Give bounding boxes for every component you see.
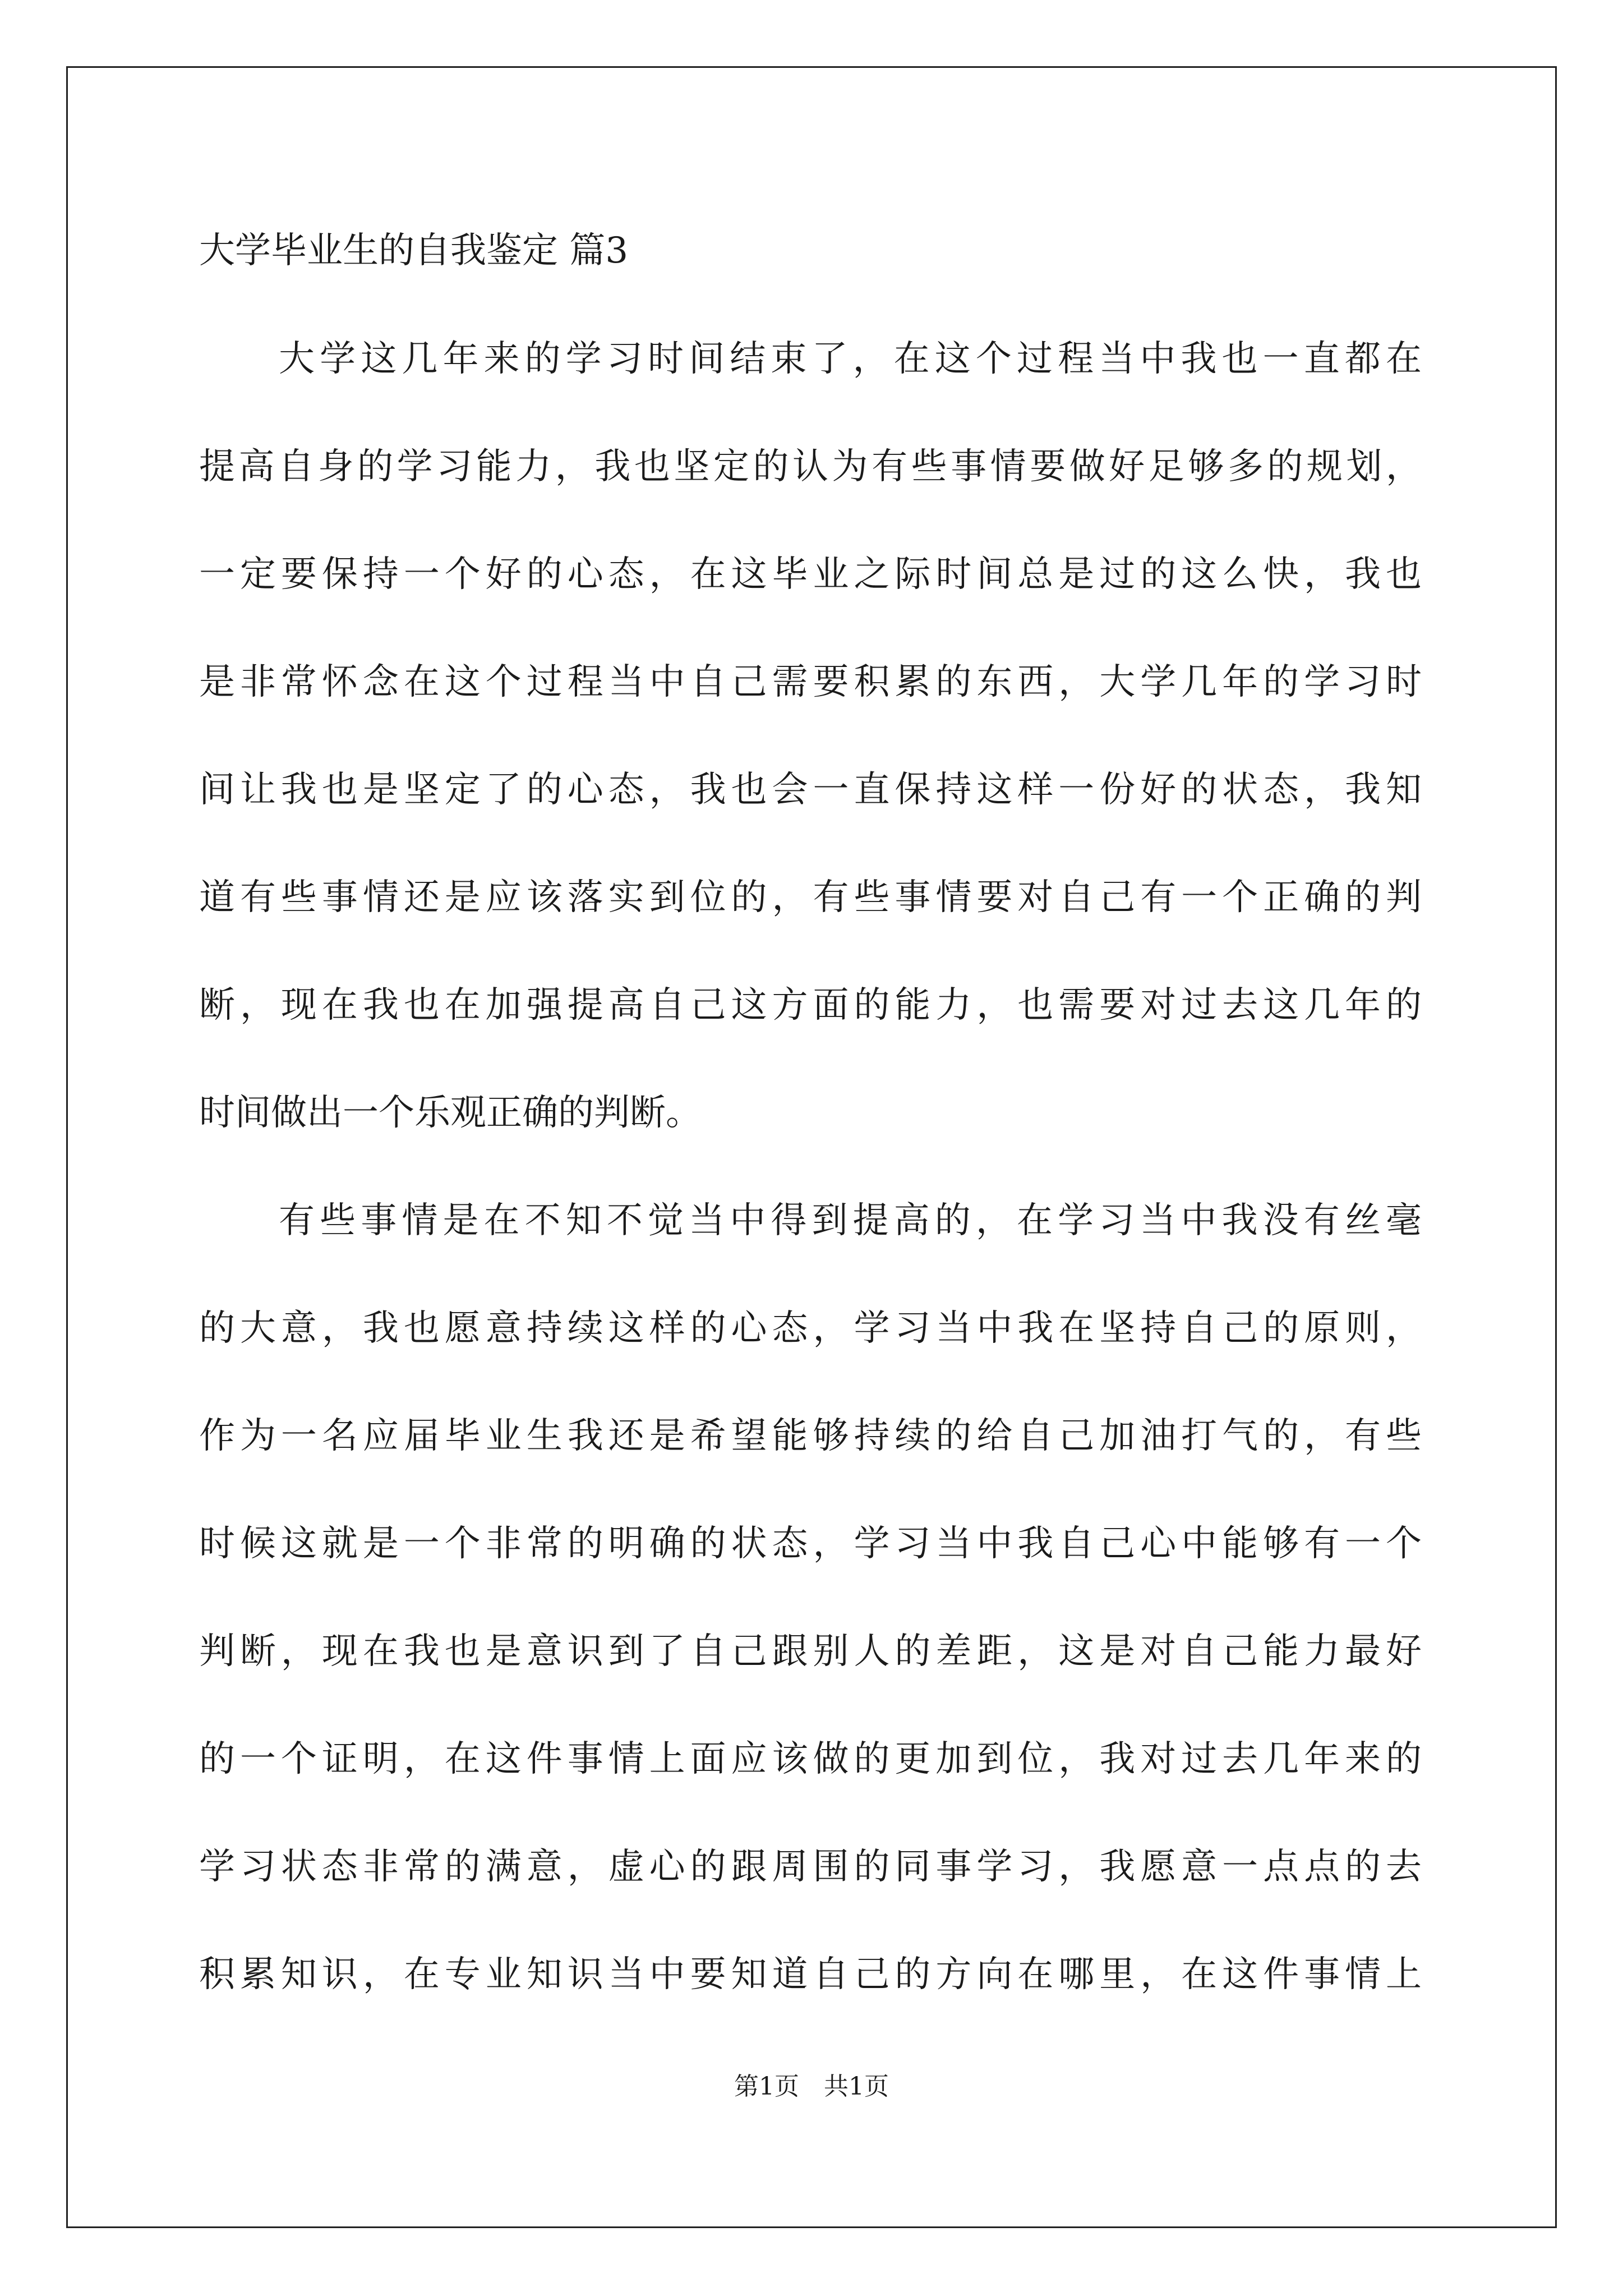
document-body: [199, 325, 1422, 2049]
paragraph-1-line-3: 一定要保持一个好的心态，在这毕业之际时间总是过的这么快，我也: [199, 554, 1422, 595]
paragraph-2-line-5: 判断，现在我也是意识到了自己跟别人的差距，这是对自己能力最好: [199, 1631, 1422, 1672]
paragraph-1-line-5: 间让我也是坚定了的心态，我也会一直保持这样一份好的状态，我知: [199, 769, 1422, 811]
paragraph-2-line-8: 积累知识，在专业知识当中要知道自己的方向在哪里，在这件事情上: [199, 1954, 1422, 1995]
paragraph-2-line-7: 学习状态非常的满意，虚心的跟周围的同事学习，我愿意一点点的去: [199, 1846, 1422, 1888]
page-number-footer: 第1页 共1页: [734, 2072, 889, 2101]
paragraph-1-line-8: 时间做出一个乐观正确的判断。: [199, 1092, 702, 1134]
paragraph-2-line-1: 有些事情是在不知不觉当中得到提高的，在学习当中我没有丝毫: [279, 1200, 1422, 1241]
paragraph-1-line-1: 大学这几年来的学习时间结束了，在这个过程当中我也一直都在: [279, 338, 1422, 380]
paragraph-1-line-7: 断，现在我也在加强提高自己这方面的能力，也需要对过去这几年的: [199, 984, 1422, 1026]
paragraph-1-line-4: 是非常怀念在这个过程当中自己需要积累的东西，大学几年的学习时: [199, 661, 1422, 703]
paragraph-2-line-3: 作为一名应届毕业生我还是希望能够持续的给自己加油打气的，有些: [199, 1415, 1422, 1457]
paragraph-1-line-2: 提高自身的学习能力，我也坚定的认为有些事情要做好足够多的规划，: [199, 446, 1422, 487]
paragraph-1-line-6: 道有些事情还是应该落实到位的，有些事情要对自己有一个正确的判: [199, 877, 1422, 918]
paragraph-2-line-6: 的一个证明，在这件事情上面应该做的更加到位，我对过去几年来的: [199, 1738, 1422, 1780]
document-title: 大学毕业生的自我鉴定 篇3: [199, 230, 629, 272]
paragraph-2-line-2: 的大意，我也愿意持续这样的心态，学习当中我在坚持自己的原则，: [199, 1308, 1422, 1349]
paragraph-2-line-4: 时候这就是一个非常的明确的状态，学习当中我自己心中能够有一个: [199, 1523, 1422, 1565]
